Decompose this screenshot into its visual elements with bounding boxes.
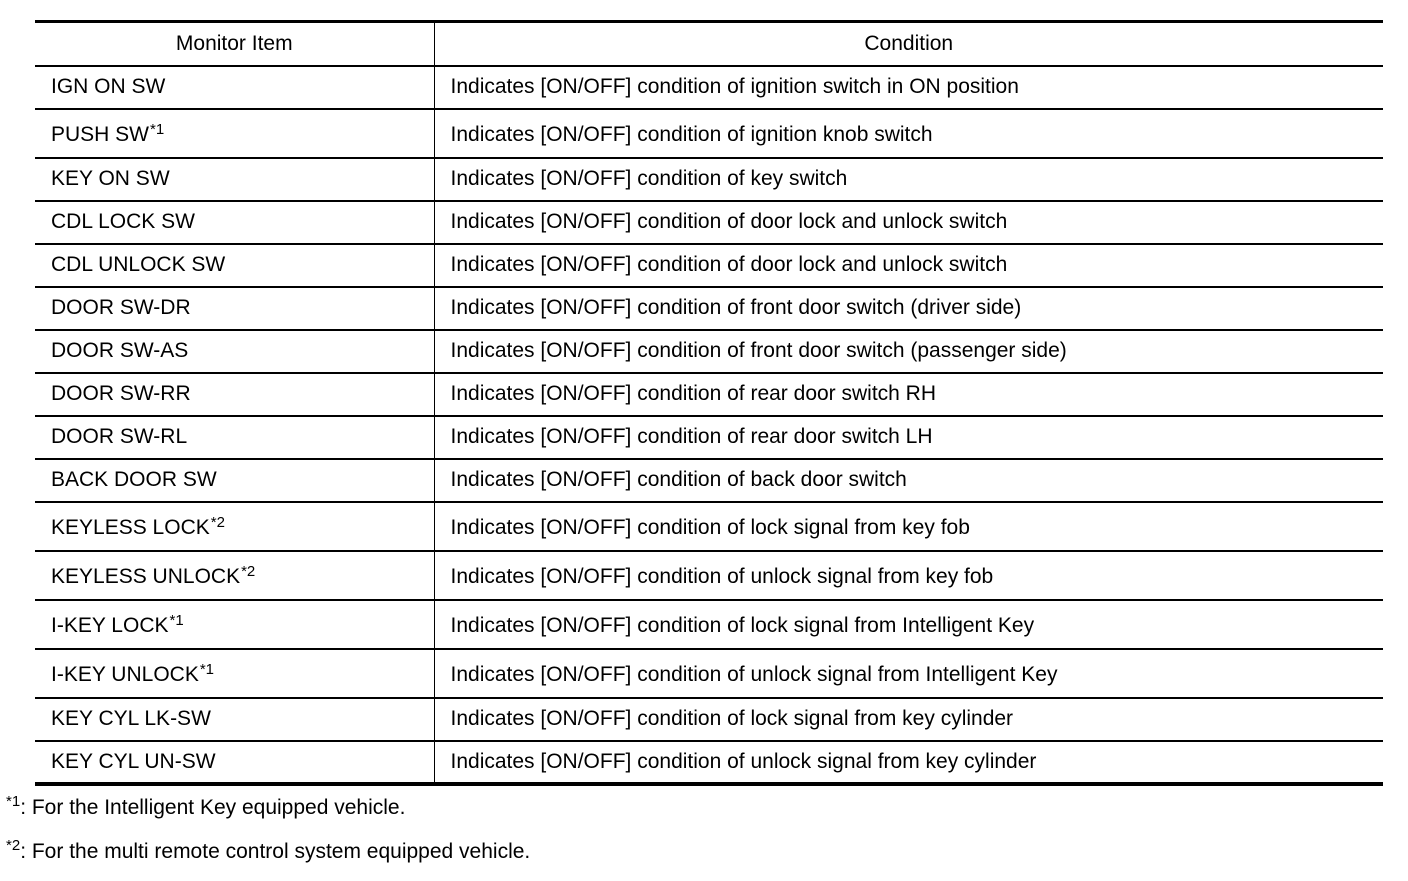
monitor-item-cell [35,244,434,287]
condition-cell: Indicates [ON/OFF] condition of front door switch (passenger side) [434,330,1383,373]
table-row [35,649,1383,698]
monitor-item-name: KEY CYL LK-SW [51,707,211,730]
monitor-item-name: CDL UNLOCK SW [51,253,226,276]
column-header-monitor-item: Monitor Item [35,22,434,66]
monitor-item-cell [35,551,434,600]
monitor-item-cell [35,109,434,158]
monitor-item-cell [35,66,434,109]
monitor-item-name: I-KEY LOCK [51,614,169,637]
condition-cell: Indicates [ON/OFF] condition of door lock and unlock switch [434,244,1383,287]
monitor-item-cell [35,459,434,502]
table-header-row [35,22,1383,66]
condition-cell: Indicates [ON/OFF] condition of lock signal from key fob [434,502,1383,551]
monitor-item-cell [35,330,434,373]
footnote-mark: *2 [6,837,21,854]
footnote-reference: *1 [150,121,165,138]
footnote-text: : For the multi remote control system equipped vehicle. [20,840,531,863]
monitor-item-name: CDL LOCK SW [51,210,195,233]
monitor-item-name: DOOR SW-RR [51,382,191,405]
monitor-item-name: BACK DOOR SW [51,468,217,491]
table-row [35,158,1383,201]
condition-cell: Indicates [ON/OFF] condition of unlock signal from key fob [434,551,1383,600]
column-header-condition: Condition [434,22,1383,66]
monitor-item-name: KEY ON SW [51,167,170,190]
table-row [35,551,1383,600]
condition-cell: Indicates [ON/OFF] condition of ignition switch in ON position [434,66,1383,109]
monitor-item-name: DOOR SW-AS [51,339,189,362]
condition-cell: Indicates [ON/OFF] condition of key switch [434,158,1383,201]
footnote-reference: *1 [199,661,215,678]
condition-cell: Indicates [ON/OFF] condition of door lock and unlock switch [434,201,1383,244]
table-row [35,109,1383,158]
monitor-item-name: KEYLESS UNLOCK [51,565,241,588]
table-row [35,287,1383,330]
table-row [35,459,1383,502]
monitor-item-cell [35,416,434,459]
condition-cell: Indicates [ON/OFF] condition of rear door switch RH [434,373,1383,416]
monitor-item-name: DOOR SW-DR [51,296,191,319]
footnote [6,793,530,837]
monitor-item-cell [35,502,434,551]
footnote-mark: *1 [6,793,21,810]
footnote-text: : For the Intelligent Key equipped vehicle. [20,796,406,819]
monitor-item-cell [35,287,434,330]
monitor-item-cell [35,649,434,698]
monitor-item-table [35,20,1383,786]
table-row [35,416,1383,459]
condition-cell: Indicates [ON/OFF] condition of unlock signal from Intelligent Key [434,649,1383,698]
table-row [35,741,1383,784]
monitor-item-name: I-KEY UNLOCK [51,663,199,686]
table-row [35,698,1383,741]
table-row [35,244,1383,287]
condition-cell: Indicates [ON/OFF] condition of back door switch [434,459,1383,502]
condition-cell: Indicates [ON/OFF] condition of lock signal from Intelligent Key [434,600,1383,649]
table-row [35,373,1383,416]
condition-cell: Indicates [ON/OFF] condition of front door switch (driver side) [434,287,1383,330]
monitor-item-name: DOOR SW-RL [51,425,188,448]
table-row [35,600,1383,649]
footnote [6,837,530,881]
table-body [35,66,1383,784]
monitor-item-cell [35,698,434,741]
monitor-item-cell [35,600,434,649]
table-row [35,502,1383,551]
monitor-item-cell [35,373,434,416]
footnote-reference: *2 [241,563,256,580]
condition-cell: Indicates [ON/OFF] condition of unlock signal from key cylinder [434,741,1383,784]
monitor-item-cell [35,741,434,784]
table-row [35,201,1383,244]
monitor-item-name: KEYLESS LOCK [51,516,210,539]
monitor-item-cell [35,158,434,201]
monitor-item-cell [35,201,434,244]
footnote-reference: *1 [169,612,184,629]
table-row [35,66,1383,109]
footnotes [6,793,530,881]
condition-cell: Indicates [ON/OFF] condition of rear door switch LH [434,416,1383,459]
footnote-reference: *2 [210,514,225,531]
table-row [35,330,1383,373]
monitor-item-name: IGN ON SW [51,75,166,98]
condition-cell: Indicates [ON/OFF] condition of ignition knob switch [434,109,1383,158]
monitor-item-name: PUSH SW [51,123,150,146]
condition-cell: Indicates [ON/OFF] condition of lock signal from key cylinder [434,698,1383,741]
monitor-item-name: KEY CYL UN-SW [51,749,216,773]
